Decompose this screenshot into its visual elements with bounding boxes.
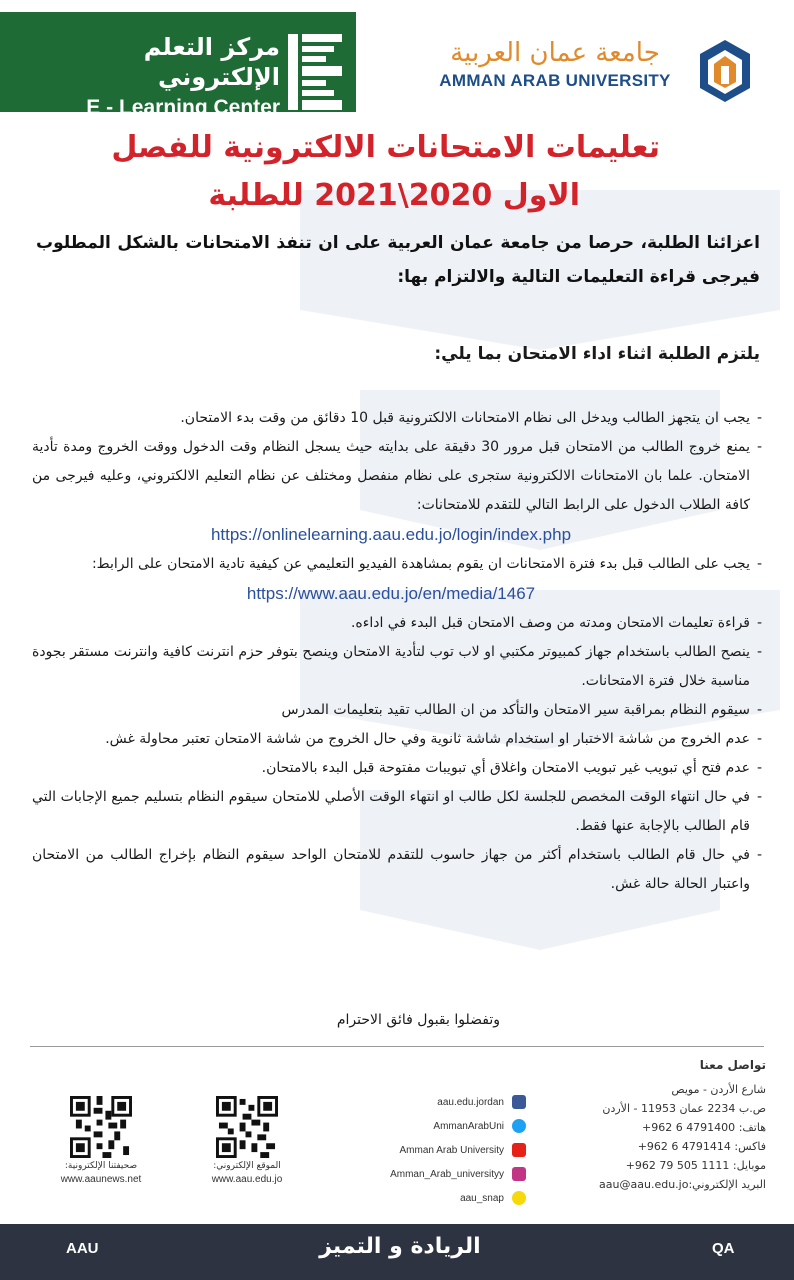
tutorial-video-link[interactable]: https://www.aau.edu.jo/en/media/1467 bbox=[246, 584, 536, 603]
rule-text: ينصح الطالب باستخدام جهاز كمبيوتر مكتبي او لاب توب لتأدية الامتحان وينصح بتوفر حزم انترنت كافية وانترنت مستقر بجودة مناسبة خلال فترة الامتحانات. bbox=[32, 644, 750, 689]
rule-text: عدم فتح أي تبويب غير تبويب الامتحان واغلاق أي تبويبات مفتوحة قبل البدء بالامتحان. bbox=[261, 760, 750, 776]
social-label: Amman Arab University bbox=[399, 1144, 504, 1156]
social-instagram[interactable] bbox=[336, 1162, 526, 1186]
website-caption-url[interactable]: www.aau.edu.jo bbox=[211, 1174, 283, 1185]
footer-qa-logo: QA bbox=[712, 1240, 735, 1257]
social-links bbox=[336, 1090, 526, 1210]
rule-text: يمنع خروج الطالب من الامتحان قبل مرور 30 دقيقة على بدايته حيث يسجل النظام وقت الدخول ووقت الخروج ومدة تأدية الامتحان. علما بان الامتحانات الالكترونية ستجرى على نظام منفصل ومختلف عن نظام التعليم الالكتروني، وعليه فيرجى من كافة الطلاب الدخول على الرابط التالي للتقدم للامتحانات: bbox=[32, 439, 750, 513]
youtube-icon bbox=[512, 1143, 526, 1157]
elearning-logo-icon bbox=[286, 32, 346, 112]
rules-list bbox=[32, 404, 762, 899]
social-facebook[interactable] bbox=[336, 1090, 526, 1114]
address-line-2: ص.ب 2234 عمان 11953 - الأردن bbox=[602, 1102, 766, 1115]
phone-number[interactable]: +962 6 4791400 bbox=[641, 1121, 736, 1134]
footer-bar bbox=[0, 1224, 794, 1280]
divider bbox=[30, 1046, 764, 1047]
website-qr-code-icon[interactable] bbox=[216, 1096, 278, 1158]
news-qr-caption bbox=[46, 1160, 156, 1186]
snapchat-icon bbox=[512, 1191, 526, 1205]
university-name bbox=[420, 36, 690, 92]
header bbox=[0, 0, 794, 120]
instagram-icon bbox=[512, 1167, 526, 1181]
fax-label: فاكس: bbox=[734, 1140, 766, 1153]
twitter-icon bbox=[512, 1119, 526, 1133]
social-twitter[interactable] bbox=[336, 1114, 526, 1138]
rule-text: سيقوم النظام بمراقبة سير الامتحان والتأكد من ان الطالب تقيد بتعليمات المدرس bbox=[281, 702, 750, 718]
list-item bbox=[32, 404, 762, 433]
rule-text: في حال انتهاء الوقت المخصص للجلسة لكل طالب او انتهاء الوقت الأصلي للامتحان سيقوم النظام بتسليم جميع الإجابات التي قام الطالب بالإجابة عنها فقط. bbox=[32, 789, 750, 834]
news-qr-code-icon[interactable] bbox=[70, 1096, 132, 1158]
page-subtitle: الاول 2020\2021 للطلبة bbox=[208, 178, 580, 213]
facebook-icon bbox=[512, 1095, 526, 1109]
address-line-1: شارع الأردن - مويص bbox=[671, 1083, 766, 1096]
list-item bbox=[32, 783, 762, 841]
website-qr-caption bbox=[192, 1160, 302, 1186]
university-name-arabic: جامعة عمان العربية bbox=[450, 38, 660, 68]
list-item bbox=[32, 433, 762, 550]
list-item bbox=[32, 638, 762, 696]
fax-number: +962 6 4791414 bbox=[637, 1140, 731, 1153]
list-item bbox=[32, 754, 762, 783]
mobile-number[interactable]: +962 79 505 1111 bbox=[625, 1159, 730, 1172]
website-caption-arabic: الموقع الإلكتروني: bbox=[213, 1161, 281, 1171]
page-title: تعليمات الامتحانات الالكترونية للفصل bbox=[111, 130, 660, 165]
rule-text: قراءة تعليمات الامتحان ومدته من وصف الامتحان قبل البدء في اداءه. bbox=[350, 615, 750, 631]
email-label: البريد الإلكتروني: bbox=[688, 1178, 766, 1191]
contact-info bbox=[560, 1054, 766, 1194]
footer-aau-logo: AAU bbox=[66, 1240, 99, 1257]
rule-text: يجب ان يتجهز الطالب ويدخل الى نظام الامتحانات الالكترونية قبل 10 دقائق من وقت بدء الامتحان. bbox=[180, 410, 750, 426]
elearning-center-text bbox=[14, 32, 280, 122]
contact-heading: تواصل معنا bbox=[699, 1058, 766, 1072]
mobile-label: موبايل: bbox=[732, 1159, 766, 1172]
list-item bbox=[32, 725, 762, 754]
social-label: aau.edu.jordan bbox=[437, 1096, 504, 1108]
footer-slogan: الريادة و التميز bbox=[319, 1234, 481, 1259]
list-item bbox=[32, 696, 762, 725]
social-youtube[interactable] bbox=[336, 1138, 526, 1162]
social-label: aau_snap bbox=[460, 1192, 504, 1204]
university-logo-icon bbox=[698, 38, 752, 104]
exam-login-link[interactable]: https://onlinelearning.aau.edu.jo/login/index.php bbox=[210, 525, 572, 544]
rule-text: في حال قام الطالب باستخدام أكثر من جهاز حاسوب للتقدم للامتحان الواحد سيقوم النظام بإخراج الطالب من الامتحان واعتبار الحالة حالة غش. bbox=[32, 847, 750, 892]
closing-text: وتفضلوا بقبول فائق الاحترام bbox=[336, 1012, 500, 1028]
social-label: Amman_Arab_universityy bbox=[390, 1168, 504, 1180]
rules-heading: يلتزم الطلبة اثناء اداء الامتحان بما يلي: bbox=[434, 344, 760, 364]
university-name-english: AMMAN ARAB UNIVERSITY bbox=[439, 71, 671, 90]
phone-label: هاتف: bbox=[738, 1121, 766, 1134]
list-item bbox=[32, 609, 762, 638]
rule-text: عدم الخروج من شاشة الاختبار او استخدام شاشة ثانوية وفي حال الخروج من شاشة الامتحان تعتبر محاولة غش. bbox=[105, 731, 750, 747]
elearning-center-banner bbox=[0, 12, 356, 119]
social-snapchat[interactable] bbox=[336, 1186, 526, 1210]
intro-paragraph: اعزائنا الطلبة، حرصا من جامعة عمان العربية على ان تنفذ الامتحانات بالشكل المطلوب فيرجى قراءة التعليمات التالية والالتزام بها: bbox=[36, 233, 760, 287]
email-address[interactable]: aau@aau.edu.jo bbox=[599, 1178, 689, 1191]
list-item bbox=[32, 841, 762, 899]
news-caption-url[interactable]: www.aaunews.net bbox=[60, 1174, 142, 1185]
rule-text: يجب على الطالب قبل بدء فترة الامتحانات ان يقوم بمشاهدة الفيديو التعليمي عن كيفية تادية الامتحان على الرابط: bbox=[91, 556, 750, 572]
elearning-center-english: E - Learning Center bbox=[86, 96, 280, 119]
elearning-center-arabic: مركز التعلم الإلكتروني bbox=[143, 33, 280, 91]
social-label: AmmanArabUni bbox=[433, 1120, 504, 1132]
list-item bbox=[32, 550, 762, 609]
news-caption-arabic: صحيفتنا الإلكترونية: bbox=[64, 1161, 138, 1171]
